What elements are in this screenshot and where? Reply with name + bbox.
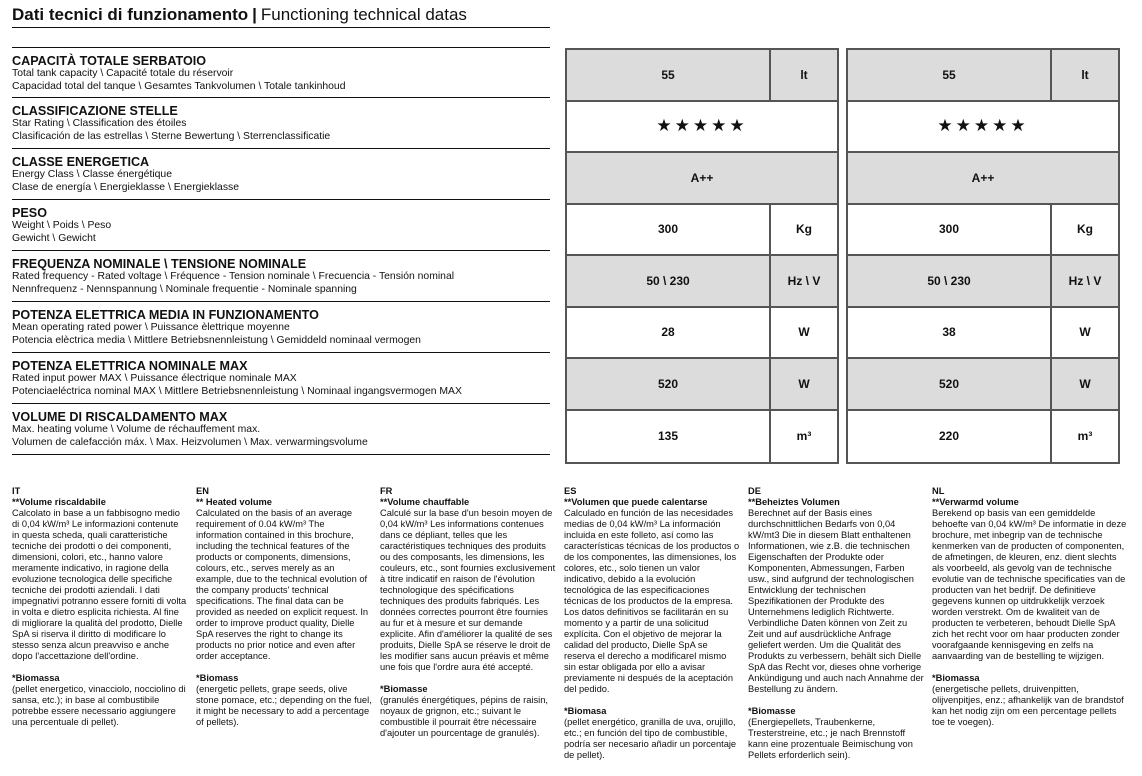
note-body: Calculado en función de las necesidades medias de 0,04 kW/m³ La información incluida en este folleto, así como las características técnicas de los productos o de los componentes, las dimensiones, los colores, etc., solo tienen un valor indicativo, debido a la evolución tecnológica de las especificaciones técnicas de los productos de la empresa. Los datos definitivos se facilitarán en su momento y a partir de una solicitud explícita. Con el objetivo de mejorar la calidad del producto, Dielle SpA se reserva el derecho a modificarel mismo sin estar obligada por ello a avisar previamente ni después de la aceptación del pedido. — [564, 508, 740, 694]
unit-cell: m³ — [796, 429, 812, 444]
value-cell: 300 — [848, 205, 1052, 255]
spec-subtitle: Potencia elèctrica media \ Mittlere Betriebsnennleistung \ Gemiddeld nominaal vermogen — [12, 334, 421, 346]
note-lang: IT — [12, 486, 21, 496]
note-heading: **Volume chauffable — [380, 497, 470, 507]
spec-subtitle: Clasificación de las estrellas \ Sterne Bewertung \ Sterrenclassificatie — [12, 130, 331, 142]
unit-cell: lt — [800, 67, 808, 82]
value-row-weight — [848, 205, 1118, 257]
note-column-fr — [380, 486, 556, 739]
spec-heading: FREQUENZA NOMINALE \ TENSIONE NOMINALE — [12, 257, 307, 271]
spec-subtitle: Clase de energía \ Energieklasse \ Energieklasse — [12, 181, 239, 193]
note-body: Berekend op basis van een gemiddelde behoefte van 0,04 kW/m³ De informatie in deze brochure, met inbegrip van de technische kenmerken van de producten of componenten, de afmetingen, de kleuren, enz. dient slechts als voorbeeld, als gevolg van de technische evolutie van de technische specificaties van de producten van het bedrijf. De definitieve gegevens kunnen op uitdrukkelijk verzoek worden verstrekt. Om de kwaliteit van de producten te verbeteren, behoudt Dielle SpA zich het recht voor om haar producten zonder voorafgaande kennisgeving en zelfs na aanvaarding van de bestelling te wijzigen. — [932, 508, 1127, 661]
spec-row-capacity — [12, 47, 550, 98]
value-cell: 50 \ 230 — [567, 256, 771, 306]
note-body: (granulés énergétiques, pépins de raisin, noyaux de grignon, etc.; suivant le combustible il pourrait être nécessaire d'ajouter un pourcentage de granulés). — [380, 695, 548, 738]
unit-cell: lt — [1081, 67, 1089, 82]
note-body: (Energiepellets, Traubenkerne, Tresterstreine, etc.; je nach Brennstoff kann eine prozentuale Beimischung von Pellets erforderlich sein). — [748, 717, 913, 760]
model-panel-1 — [565, 48, 839, 464]
value-cell: 50 \ 230 — [848, 256, 1052, 306]
unit-cell: m³ — [1077, 429, 1093, 444]
note-body: (energetic pellets, grape seeds, olive stone pomace, etc.; depending on the fuel, it might be necessary to add a percentage of pellets). — [196, 684, 372, 727]
spec-subtitle: Energy Class \ Classe énergétique — [12, 169, 172, 180]
value-row-stars — [567, 102, 837, 154]
spec-subtitle: Potenciaeléctrica nominal MAX \ Mittlere Betriebsnennleistung \ Nominaal ingangsvermogen MAX — [12, 385, 462, 397]
value-row-energy-class — [567, 153, 837, 205]
spec-subtitle: Total tank capacity \ Capacité totale du réservoir — [12, 68, 234, 79]
spec-row-stars — [12, 98, 550, 149]
spec-subtitle: Star Rating \ Classification des étoiles — [12, 118, 187, 129]
value-row-frequency — [567, 256, 837, 308]
note-heading: *Biomass — [196, 673, 239, 683]
spec-row-max-power — [12, 353, 550, 404]
value-row-heating-volume — [567, 411, 837, 463]
note-heading: *Biomasa — [564, 706, 607, 716]
spec-subtitle: Max. heating volume \ Volume de réchauffement max. — [12, 424, 261, 435]
title-rule — [12, 27, 550, 28]
unit-cell: Hz \ V — [787, 273, 821, 288]
unit-cell: W — [798, 376, 810, 391]
value-cell: 28 — [567, 308, 771, 358]
note-body: Calcolato in base a un fabbisogno medio di 0,04 kW/m³ Le informazioni contenute in questa scheda, quali caratteristiche tecniche dei prodotti o dei componenti, dimensioni, colori, etc., hanno valore meramente indicativo, in ragione della evoluzione tecnologica delle specifiche tecniche dei prodotti aziendali. I dati impegnativi potranno essere forniti di volta in volta e dietro esplicita richiesta. Al fine di migliorare la qualità del prodotto, Dielle SpA si riserva il diritto di modificare lo stesso senza alcun preavviso e anche dopo l'accettazione dell'ordine. — [12, 508, 187, 661]
spec-subtitle: Rated input power MAX \ Puissance électrique nominale MAX — [12, 373, 297, 384]
note-column-en — [196, 486, 372, 728]
unit-cell: W — [1079, 325, 1091, 340]
spec-subtitle: Capacidad total del tanque \ Gesamtes Tankvolumen \ Totale tankinhoud — [12, 80, 346, 92]
note-lang: NL — [932, 486, 945, 496]
note-heading: **Verwarmd volume — [932, 497, 1019, 507]
note-column-nl — [932, 486, 1130, 728]
note-body: (pellet energetico, vinacciolo, nocciolino di sansa, etc.); in base al combustibile potrebbe essere necessario aggiungere una percentuale di pellet). — [12, 684, 186, 727]
note-body: (energetische pellets, druivenpitten, olijvenpitjes, enz.; afhankelijk van de brandstof kan het nodig zijn om een percentage pellets toe te voegen). — [932, 684, 1124, 727]
spec-subtitle: Volumen de calefacción máx. \ Max. Heizvolumen \ Max. verwarmingsvolume — [12, 436, 368, 448]
note-lang: DE — [748, 486, 761, 496]
value-row-mean-power — [567, 308, 837, 360]
spec-heading: POTENZA ELETTRICA MEDIA IN FUNZIONAMENTO — [12, 308, 319, 322]
star-rating: ★★★★★ — [937, 116, 1029, 136]
energy-class-cell: A++ — [690, 170, 714, 185]
note-lang: EN — [196, 486, 209, 496]
note-column-de — [748, 486, 924, 761]
value-row-energy-class — [848, 153, 1118, 205]
value-row-capacity — [567, 50, 837, 102]
note-body: Berechnet auf der Basis eines durchschnittlichen Bedarfs von 0,04 kW/mt3 Die in diesem Blatt enthaltenen Informationen, wie z.B. die technischen Eigenschaften der Produkte oder Komponenten, Abmessungen, Farben usw., sind aufgrund der technologischen Entwicklung der technischen Spezifikationen der Produkte des Unternehmens lediglich Richtwerte. Verbindliche Daten können von Zeit zu Zeit und auf ausdrückliche Anfrage geliefert werden. Um die Qualität des Produkts zu verbessern, behält sich Dielle SpA das Recht vor, dieses ohne vorherige Ankündigung und auch nach Annahme der Bestellung zu ändern. — [748, 508, 924, 694]
spec-heading: PESO — [12, 206, 47, 220]
note-heading: *Biomassa — [12, 673, 60, 683]
note-heading: *Biomassa — [932, 673, 980, 683]
model-panel-2 — [846, 48, 1120, 464]
title-separator: | — [252, 5, 257, 24]
spec-heading: VOLUME DI RISCALDAMENTO MAX — [12, 410, 228, 424]
note-column-it — [12, 486, 188, 728]
spec-row-energy-class — [12, 149, 550, 200]
spec-row-mean-power — [12, 302, 550, 353]
value-row-frequency — [848, 256, 1118, 308]
note-body: Calculé sur la base d'un besoin moyen de 0,04 kW/m³ Les informations contenues dans ce dépliant, telles que les caractéristiques techniques des produits ou des composants, les dimensions, les couleurs, etc., sont fournies exclusivement à titre indicatif en raison de l'évolution technologique des spécifications techniques des produits fabriqués. Les données correctes pourront être fournies au fur et à mesure et sur demande explicite. Afin d'améliorer la qualité de ses produits, Dielle SpA se réserve le droit de les modifier sans aucun préavis et même une fois que l'ordre aura été accepté. — [380, 508, 556, 672]
value-row-heating-volume — [848, 411, 1118, 463]
spec-heading: CLASSIFICAZIONE STELLE — [12, 104, 178, 118]
value-row-weight — [567, 205, 837, 257]
spec-heading: CAPACITÀ TOTALE SERBATOIO — [12, 54, 207, 68]
note-lang: FR — [380, 486, 393, 496]
spec-subtitle: Nennfrequenz - Nennspannung \ Nominale frequentie - Nominale spanning — [12, 283, 357, 295]
spec-heading: CLASSE ENERGETICA — [12, 155, 150, 169]
spec-subtitle: Weight \ Poids \ Peso — [12, 220, 112, 231]
note-heading: ** Heated volume — [196, 497, 272, 507]
unit-cell: W — [798, 325, 810, 340]
note-lang: ES — [564, 486, 577, 496]
star-rating: ★★★★★ — [656, 116, 748, 136]
energy-class-cell: A++ — [971, 170, 995, 185]
value-cell: 520 — [567, 359, 771, 409]
spec-row-frequency — [12, 251, 550, 302]
spec-subtitle: Gewicht \ Gewicht — [12, 232, 96, 244]
page-title — [12, 5, 467, 25]
note-heading: **Volume riscaldabile — [12, 497, 106, 507]
note-column-es — [564, 486, 740, 761]
note-body: (pellet energético, granilla de uva, orujillo, etc.; en función del tipo de combustible, podría ser necesario añadir un porcentaje de pellet). — [564, 717, 737, 760]
value-cell: 38 — [848, 308, 1052, 358]
note-heading: **Beheiztes Volumen — [748, 497, 840, 507]
value-row-max-power — [848, 359, 1118, 411]
unit-cell: Kg — [796, 222, 812, 237]
spec-subtitle: Mean operating rated power \ Puissance èlettrique moyenne — [12, 322, 290, 333]
note-heading: *Biomasse — [748, 706, 796, 716]
value-cell: 300 — [567, 205, 771, 255]
value-cell: 55 — [848, 50, 1052, 100]
unit-cell: Kg — [1077, 222, 1093, 237]
spec-labels — [12, 47, 550, 455]
unit-cell: Hz \ V — [1068, 273, 1102, 288]
spec-row-heating-volume — [12, 404, 550, 455]
spec-row-weight — [12, 200, 550, 251]
value-cell: 520 — [848, 359, 1052, 409]
title-sub: Functioning technical datas — [260, 5, 467, 24]
value-cell: 135 — [567, 411, 771, 463]
note-body: Calculated on the basis of an average requirement of 0.04 kW/m³ The information contained in this brochure, including the technical features of the products or components, dimensions, colours, etc., serves merely as an example, due to the technical evolution of the company products' technical specifications. The final data can be provided as needed on explicit request. In order to improve product quality, Dielle SpA reserves the right to change its products no prior notice and even after order acceptance. — [196, 508, 369, 661]
unit-cell: W — [1079, 376, 1091, 391]
note-heading: *Biomasse — [380, 684, 428, 694]
title-main: Dati tecnici di funzionamento — [12, 5, 249, 24]
value-row-stars — [848, 102, 1118, 154]
spec-subtitle: Rated frequency - Rated voltage \ Fréquence - Tension nominale \ Frecuencia - Tensión nominal — [12, 271, 455, 282]
value-cell: 220 — [848, 411, 1052, 463]
value-cell: 55 — [567, 50, 771, 100]
note-heading: **Volumen que puede calentarse — [564, 497, 708, 507]
value-row-mean-power — [848, 308, 1118, 360]
value-row-capacity — [848, 50, 1118, 102]
spec-heading: POTENZA ELETTRICA NOMINALE MAX — [12, 359, 248, 373]
value-row-max-power — [567, 359, 837, 411]
